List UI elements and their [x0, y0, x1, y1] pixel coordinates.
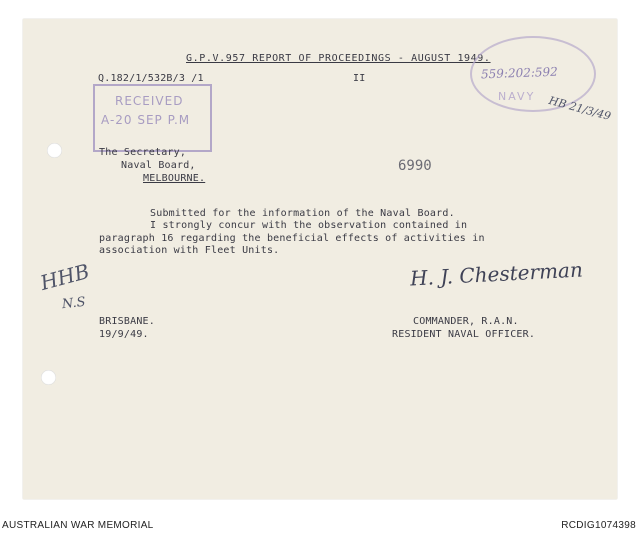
signatory-rank: COMMANDER, R.A.N.: [413, 316, 519, 327]
handwritten-margin-note: HB 21/3/49: [547, 93, 613, 124]
place: BRISBANE.: [99, 316, 155, 327]
handwritten-initials-sub: N.S: [61, 294, 87, 313]
addressee-line-2: Naval Board,: [121, 160, 196, 171]
body-line-2: I strongly concur with the observation contained in: [150, 220, 468, 231]
body-line-4: association with Fleet Units.: [99, 245, 280, 256]
footer-archive-name: AUSTRALIAN WAR MEMORIAL: [2, 520, 154, 531]
body-line-1: Submitted for the information of the Naval Board.: [150, 208, 455, 219]
signatory-role: RESIDENT NAVAL OFFICER.: [392, 329, 536, 340]
date: 19/9/49.: [99, 329, 149, 340]
punch-hole-bottom: [41, 370, 56, 385]
addressee-line-1: The Secretary,: [99, 147, 187, 158]
oval-stamp-number: 559:202:592: [480, 64, 559, 82]
roman-numeral: II: [353, 73, 366, 84]
received-stamp: [93, 84, 212, 152]
navy-stamp-text: NAVY: [498, 90, 536, 103]
received-stamp-label: RECEIVED: [115, 94, 184, 108]
report-title: G.P.V.957 REPORT OF PROCEEDINGS - AUGUST 1949.: [186, 53, 491, 64]
addressee-line-3: MELBOURNE.: [143, 173, 206, 184]
handwritten-signature: H. J. Chesterman: [409, 257, 584, 291]
handwritten-initials-left: HHB: [37, 258, 92, 296]
punch-hole-top: [47, 143, 62, 158]
received-stamp-date: A-20 SEP P.M: [101, 113, 191, 127]
register-number-stamp: 6990: [398, 158, 432, 174]
file-reference: Q.182/1/532B/3 /1: [98, 73, 204, 84]
footer-record-id: RCDIG1074398: [561, 520, 636, 531]
body-line-3: paragraph 16 regarding the beneficial effects of activities in: [99, 233, 485, 244]
